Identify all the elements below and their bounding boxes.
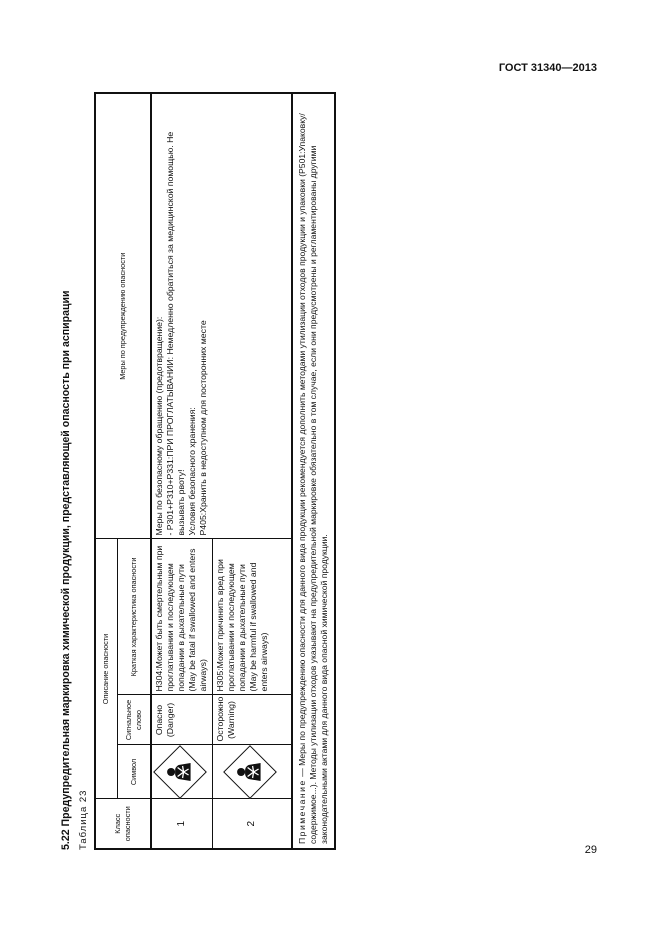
symbol-cell xyxy=(151,745,212,799)
measures-line: - P301+P310+P331:ПРИ ПРОГЛАТЫВАНИИ: Немедленно обратиться за медицинской помощью. Не вызывать рвоту! xyxy=(165,131,186,536)
header-description-group: Описание опасности xyxy=(95,539,117,799)
health-hazard-icon xyxy=(153,745,207,799)
table-row xyxy=(151,93,212,849)
precautionary-measures-cell xyxy=(151,93,292,539)
hazard-table xyxy=(94,92,336,850)
header-signal-word: Сигнальное слово xyxy=(117,695,151,745)
section-title: 5.22 Предупредительная маркировка химической продукции, представляющей опасность при аспирации xyxy=(60,290,72,850)
table-note xyxy=(292,93,335,849)
rotated-content xyxy=(60,94,418,850)
hazard-class-cell: 1 xyxy=(151,799,212,849)
signal-word-cell: Опасно (Danger) xyxy=(151,695,212,745)
header-short-characteristic: Краткая характеристика опасности xyxy=(117,539,151,695)
symbol-cell xyxy=(212,745,292,799)
signal-word-cell: Осторожно (Warning) xyxy=(212,695,292,745)
note-label: Примечание xyxy=(297,779,307,844)
header-hazard-class: Класс опасности xyxy=(95,799,151,849)
table-caption: Таблица 23 xyxy=(78,789,89,850)
standard-code: ГОСТ 31340—2013 xyxy=(498,62,597,74)
characteristic-cell: H305:Может причинить вред при проглатывании и последующем попадании в дыхательные пути (May be harmful if swallowed and enters airways) xyxy=(212,539,292,695)
measures-line: Меры по безопасному обращению (предотвращение): xyxy=(154,316,164,536)
measures-line: Условия безопасного хранения: xyxy=(187,407,197,536)
measures-line: P405:Хранить в недоступном для посторонних месте xyxy=(198,320,208,536)
header-precautionary-measures: Меры по предупреждению опасности xyxy=(95,93,151,539)
note-text: — Меры по предупреждению опасности для данного вида продукции рекомендуется дополнить методами утилизации отходов продукции и упаковки (P501:Упаковку/содержимое...). Методы утилизации отходов указывают на предупредительной маркировке обязательно в том случае, если они предусмотрены и регламентированы другими законодательными актами для данного вида опасной химической продукции. xyxy=(297,113,329,844)
page-number: 29 xyxy=(584,844,597,856)
table-note-row xyxy=(292,93,335,849)
health-hazard-icon xyxy=(223,745,277,799)
header-symbol: Символ xyxy=(117,745,151,799)
hazard-class-cell: 2 xyxy=(212,799,292,849)
characteristic-cell: H304:Может быть смертельным при проглатывании и последующем попадании в дыхательные пути (May be fatal if swallowed and enters airways) xyxy=(151,539,212,695)
